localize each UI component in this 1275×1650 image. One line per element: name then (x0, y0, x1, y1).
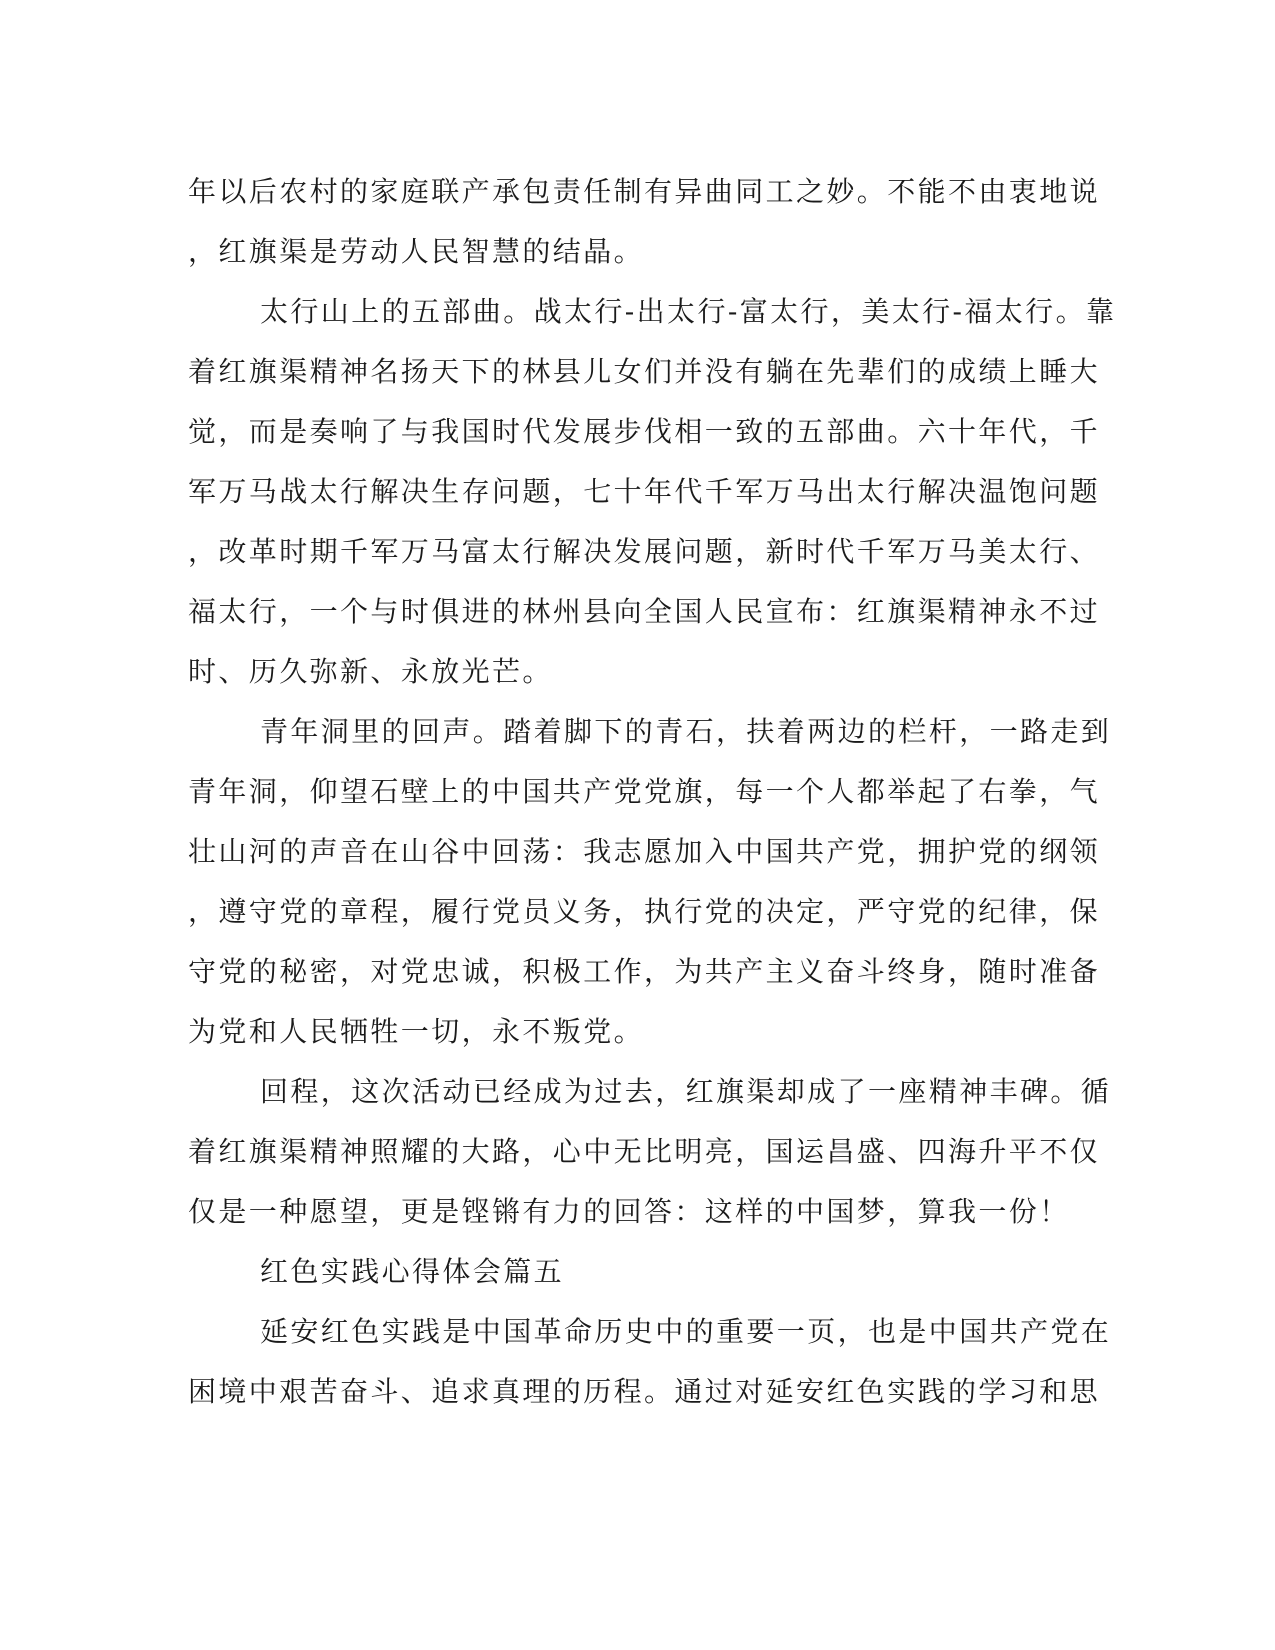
text-line: ，遵守党的章程，履行党员义务，执行党的决定，严守党的纪律，保 (188, 895, 1101, 928)
paragraph-start-line: 回程，这次活动已经成为过去，红旗渠却成了一座精神丰碑。循 (260, 1075, 1112, 1108)
section-heading: 红色实践心得体会篇五 (260, 1255, 565, 1288)
text-line: 觉，而是奏响了与我国时代发展步伐相一致的五部曲。六十年代，千 (188, 415, 1101, 448)
text-line: ，红旗渠是劳动人民智慧的结晶。 (188, 235, 645, 268)
document-body (188, 162, 1117, 1422)
text-line: 着红旗渠精神照耀的大路，心中无比明亮，国运昌盛、四海升平不仅 (188, 1135, 1101, 1168)
text-line: 仅是一种愿望，更是铿锵有力的回答：这样的中国梦，算我一份！ (188, 1195, 1070, 1228)
text-line: 时、历久弥新、永放光芒。 (188, 655, 553, 688)
text-line: 守党的秘密，对党忠诚，积极工作，为共产主义奋斗终身，随时准备 (188, 955, 1101, 988)
paragraph-start-line: 太行山上的五部曲。战太行-出太行-富太行，美太行-福太行。靠 (260, 295, 1117, 328)
text-line: 福太行，一个与时俱进的林州县向全国人民宣布：红旗渠精神永不过 (188, 595, 1101, 628)
text-line: 军万马战太行解决生存问题，七十年代千军万马出太行解决温饱问题 (188, 475, 1101, 508)
text-line: ，改革时期千军万马富太行解决发展问题，新时代千军万马美太行、 (188, 535, 1101, 568)
paragraph-start-line: 延安红色实践是中国革命历史中的重要一页，也是中国共产党在 (260, 1315, 1112, 1348)
text-line: 困境中艰苦奋斗、追求真理的历程。通过对延安红色实践的学习和思 (188, 1375, 1101, 1408)
text-line: 青年洞，仰望石壁上的中国共产党党旗，每一个人都举起了右拳，气 (188, 775, 1101, 808)
text-line: 年以后农村的家庭联产承包责任制有异曲同工之妙。不能不由衷地说 (188, 175, 1101, 208)
text-line: 为党和人民牺牲一切，永不叛党。 (188, 1015, 645, 1048)
paragraph-start-line: 青年洞里的回声。踏着脚下的青石，扶着两边的栏杆，一路走到 (260, 715, 1112, 748)
text-line: 着红旗渠精神名扬天下的林县儿女们并没有躺在先辈们的成绩上睡大 (188, 355, 1101, 388)
text-line: 壮山河的声音在山谷中回荡：我志愿加入中国共产党，拥护党的纲领 (188, 835, 1101, 868)
